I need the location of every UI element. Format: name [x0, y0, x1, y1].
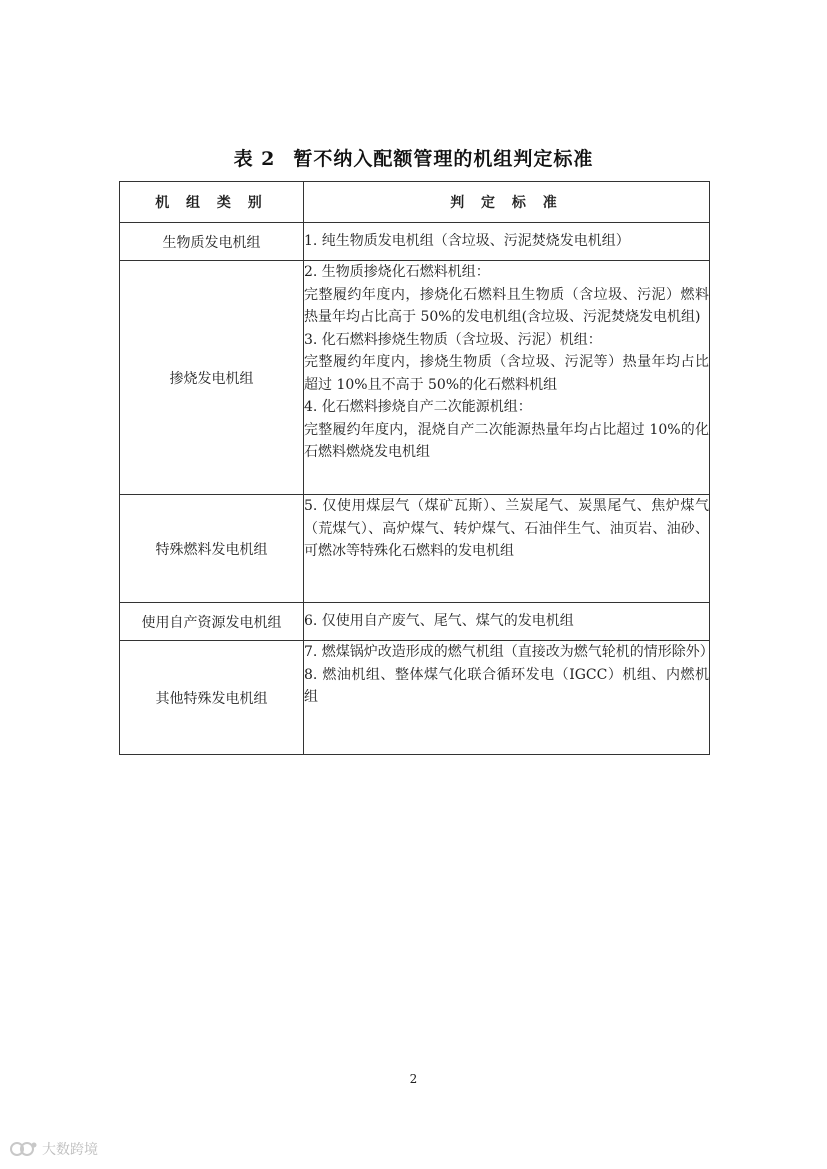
- criteria-line: 6. 仅使用自产废气、尾气、煤气的发电机组: [304, 613, 574, 630]
- criteria-cell: [304, 603, 710, 641]
- category-cell: 使用自产资源发电机组: [120, 603, 304, 641]
- criteria-line: 8. 燃油机组、整体煤气化联合循环发电（IGCC）机组、内燃机组: [304, 666, 709, 705]
- criteria-cell: [304, 495, 710, 603]
- criteria-cell: [304, 261, 710, 495]
- category-cell: 特殊燃料发电机组: [120, 495, 304, 603]
- category-cell: 生物质发电机组: [120, 223, 304, 261]
- table-number: 表 2: [233, 148, 276, 170]
- criteria-cell: [304, 223, 710, 261]
- table-header-row: [120, 182, 710, 223]
- watermark-logo-icon: [10, 1140, 38, 1158]
- criteria-line: 完整履约年度内，掺烧化石燃料且生物质（含垃圾、污泥）燃料热量年均占比高于 50%的发电机组(含垃圾、污泥焚烧发电机组): [304, 286, 709, 325]
- criteria-cell: [304, 641, 714, 755]
- table-title-text: 暂不纳入配额管理的机组判定标准: [293, 148, 594, 170]
- table-title: [0, 144, 827, 171]
- criteria-line: 4. 化石燃料掺烧自产二次能源机组：: [304, 399, 532, 415]
- table-row: [120, 603, 710, 641]
- table-row: [120, 495, 710, 603]
- criteria-line: 完整履约年度内，混烧自产二次能源热量年均占比超过 10%的化石燃料燃烧发电机组: [304, 421, 709, 460]
- table-row: [120, 641, 710, 755]
- criteria-line: 1. 纯生物质发电机组（含垃圾、污泥焚烧发电机组）: [304, 233, 630, 250]
- table-row: [120, 261, 710, 495]
- category-cell: 其他特殊发电机组: [120, 641, 304, 755]
- criteria-line: 完整履约年度内，掺烧生物质（含垃圾、污泥等）热量年均占比超过 10%且不高于 50%的化石燃料机组: [304, 354, 709, 393]
- table-row: [120, 223, 710, 261]
- watermark: [10, 1139, 98, 1159]
- header-category: 机 组 类 别: [120, 182, 304, 223]
- criteria-line: 2. 生物质掺烧化石燃料机组：: [304, 264, 490, 280]
- category-cell: 掺烧发电机组: [120, 261, 304, 495]
- watermark-text: 大数跨境: [42, 1142, 98, 1158]
- page-number: 2: [409, 1072, 418, 1086]
- criteria-line: 7. 燃煤锅炉改造形成的燃气机组（直接改为燃气轮机的情形除外）: [304, 644, 714, 660]
- header-criteria: 判 定 标 准: [304, 182, 710, 223]
- criteria-line: 3. 化石燃料掺烧生物质（含垃圾、污泥）机组：: [304, 331, 602, 348]
- criteria-table: [119, 181, 714, 755]
- criteria-line: 5. 仅使用煤层气（煤矿瓦斯）、兰炭尾气、炭黑尾气、焦炉煤气（荒煤气）、高炉煤气、转炉煤气、石油伴生气、油页岩、油砂、可燃冰等特殊化石燃料的发电机组: [304, 498, 709, 559]
